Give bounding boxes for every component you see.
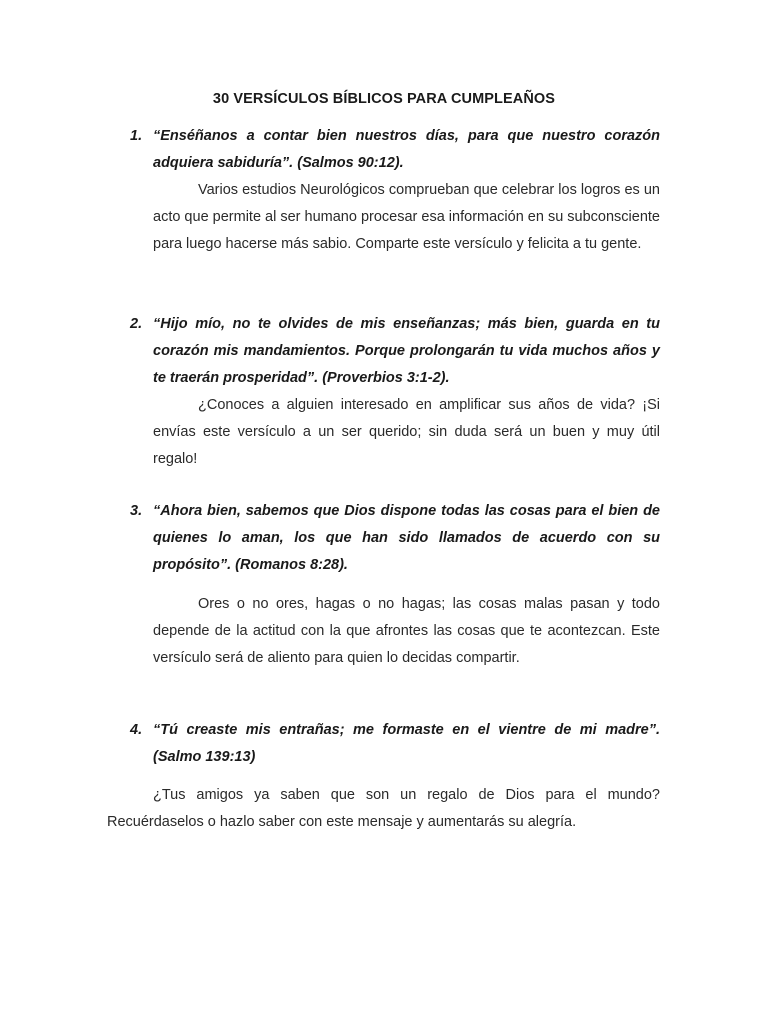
bible-verse: “Hijo mío, no te olvides de mis enseñanzas; más bien, guarda en tu corazón mis mandamientos. Porque prolongarán tu vida muchos años y te traerán prosperidad”. (Proverbios 3:1-2).	[153, 316, 660, 386]
item-number: 4.	[130, 722, 143, 738]
bible-verse: “Ahora bien, sabemos que Dios dispone todas las cosas para el bien de quienes lo aman, los que han sido llamados de acuerdo con su propósito”. (Romanos 8:28).	[153, 503, 660, 573]
document-title: 30 VERSÍCULOS BÍBLICOS PARA CUMPLEAÑOS	[212, 91, 556, 107]
verse-comment: ¿Tus amigos ya saben que son un regalo de Dios para el mundo? Recuérdaselos o hazlo saber con este mensaje y aumentarás su alegría.	[107, 787, 660, 830]
bible-verse: “Tú creaste mis entrañas; me formaste en el vientre de mi madre”. (Salmo 139:13)	[153, 722, 660, 765]
item-number: 2.	[130, 316, 143, 332]
list-item	[130, 123, 660, 258]
list-item	[130, 498, 660, 672]
verse-comment: ¿Conoces a alguien interesado en amplificar sus años de vida? ¡Si envías este versículo a un ser querido; sin duda será un buen y muy útil regalo!	[153, 397, 660, 467]
verse-comment: Ores o no ores, hagas o no hagas; las cosas malas pasan y todo depende de la actitud con la que afrontes las cosas que te acontezcan. Este versículo será de aliento para quien lo decidas compartir.	[153, 596, 660, 666]
item-number: 1.	[130, 128, 143, 144]
list-item	[130, 717, 660, 771]
bible-verse: “Enséñanos a contar bien nuestros días, para que nuestro corazón adquiera sabiduría”. (Salmos 90:12).	[153, 128, 660, 171]
list-item	[130, 311, 660, 473]
verse-comment: Varios estudios Neurológicos comprueban que celebrar los logros es un acto que permite al ser humano procesar esa información en su subconsciente para luego hacerse más sabio. Comparte este versículo y felicita a tu gente.	[153, 182, 660, 252]
item-number: 3.	[130, 503, 143, 519]
